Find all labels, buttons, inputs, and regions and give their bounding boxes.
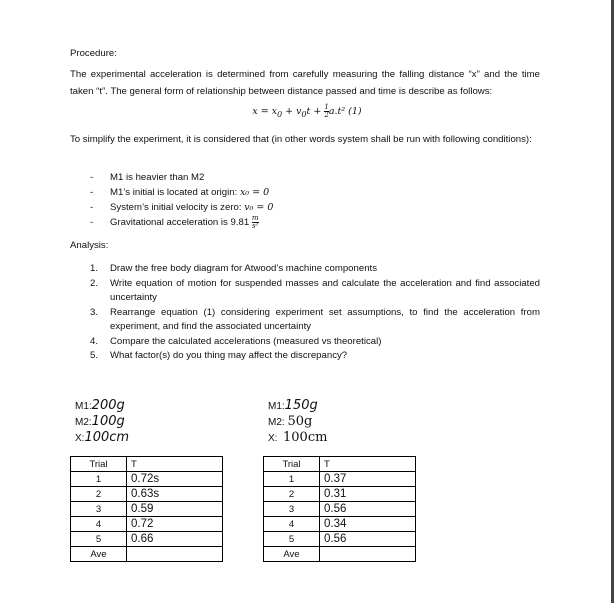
table-header: Trial T xyxy=(264,457,416,472)
table-row: 4 0.34 xyxy=(264,517,416,532)
equation: $x = x_0 + v_0t$ + $\frac{1}{2}$ a.t² (1) xyxy=(252,103,362,119)
analysis-item: 3. Rearrange equation (1) considering experiment set assumptions, to find the acceleration from experiment, and find the associated uncertainty xyxy=(90,306,540,332)
table-row: 5 0.56 xyxy=(264,532,416,547)
condition-item: - Gravitational acceleration is 9.81 $\frac{m}{\text{s²}}$ xyxy=(90,215,273,230)
table-row: 5 0.66 xyxy=(71,532,223,547)
set2-table xyxy=(263,456,416,562)
condition-item: - System’s initial velocity is zero: v₀ = 0 xyxy=(90,200,273,215)
table-row: 1 0.37 xyxy=(264,472,416,487)
table-row: Ave xyxy=(264,547,416,562)
table-row: 2 0.31 xyxy=(264,487,416,502)
simplify-paragraph: To simplify the experiment, it is considered that (in other words system shall be run with following conditions): xyxy=(70,134,532,145)
analysis-heading: Analysis: xyxy=(70,240,109,251)
table-row: Ave xyxy=(71,547,223,562)
table-row: 2 0.63s xyxy=(71,487,223,502)
set1-table xyxy=(70,456,223,562)
analysis-item: 1. Draw the free body diagram for Atwood’s machine components xyxy=(90,263,377,274)
condition-item: - M1’s initial is located at origin: x₀ = 0 xyxy=(90,185,273,200)
conditions-list xyxy=(90,170,273,230)
table-row: 1 0.72s xyxy=(71,472,223,487)
intro-paragraph: The experimental acceleration is determined from carefully measuring the falling distance “x” and the time taken “t”. The general form of relationship between distance passed and time is describe as follows: xyxy=(70,69,540,97)
set1-parameters: M1:200g M2:100g X:100cm xyxy=(75,398,130,445)
table-header: Trial T xyxy=(71,457,223,472)
table-row: 3 0.56 xyxy=(264,502,416,517)
table-row: 4 0.72 xyxy=(71,517,223,532)
condition-item: - M1 is heavier than M2 xyxy=(90,170,273,185)
analysis-item: 2. Write equation of motion for suspended masses and calculate the acceleration and find associated uncertainty xyxy=(90,277,540,303)
analysis-item: 5. What factor(s) do you thing may affect the discrepancy? xyxy=(90,350,348,361)
analysis-list xyxy=(90,262,540,364)
set2-parameters: M1:150g M2: 50g X: 100cm xyxy=(268,398,328,445)
table-row: 3 0.59 xyxy=(71,502,223,517)
analysis-item: 4. Compare the calculated accelerations (measured vs theoretical) xyxy=(90,335,382,347)
procedure-heading: Procedure: xyxy=(70,48,117,59)
